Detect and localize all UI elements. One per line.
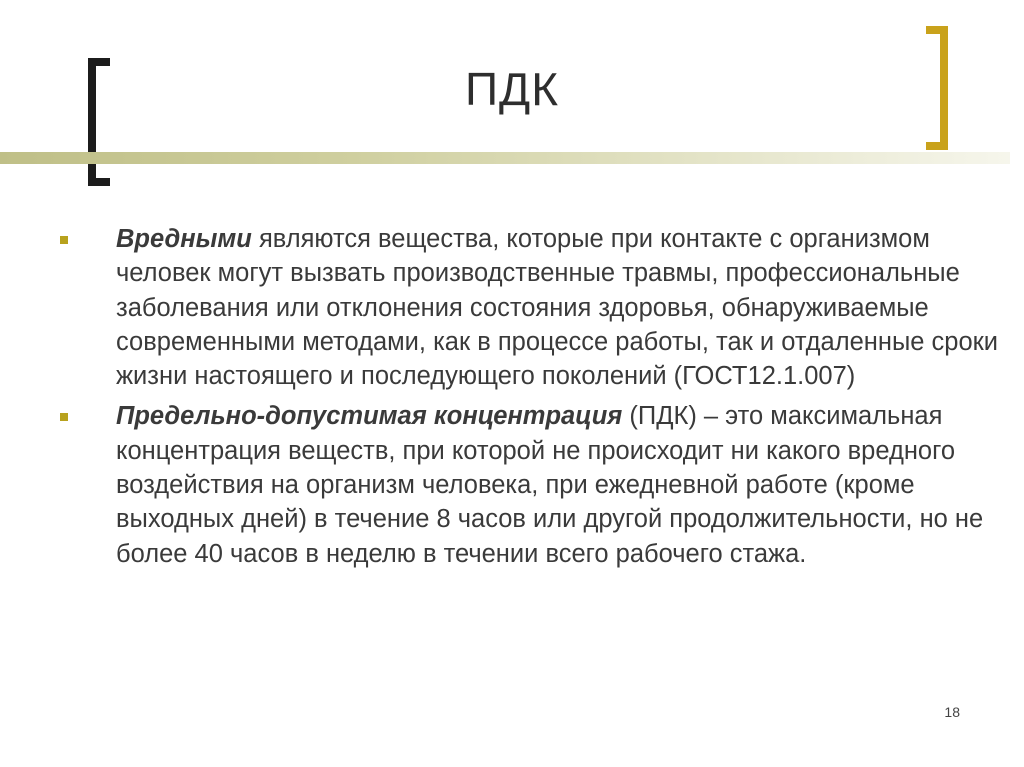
square-bullet-icon [60,413,68,421]
bullet-item-mac-definition [60,399,1005,570]
item-term: Предельно-допустимая концентрация [116,402,623,431]
item-text: являются вещества, которые при контакте с организмом человек могут вызвать производственные травмы, профессиональные заболевания или отклонения состояния здоровья, обнаруживаемые современными методами, как в процессе работы, так и отдаленные сроки жизни настоящего и последующего поколений (ГОСТ12.1.007) [116,225,999,391]
slide-title: ПДК [464,63,559,115]
title-underline-bar [0,152,1010,164]
item-text: (ПДК) – это максимальная концентрация веществ, при которой не происходит ни какого вредного воздействия на организм человека, при ежедневной работе (кроме выходных дней) в течение 8 часов или другой продолжительности, но не более 40 часов в неделю в течении всего рабочего стажа. [116,402,984,568]
square-bullet-icon [60,236,68,244]
bullet-item-harmful-substances [60,222,1005,393]
slide-content [60,222,1005,571]
page-number: 18 [944,704,960,720]
item-term: Вредными [116,225,252,253]
